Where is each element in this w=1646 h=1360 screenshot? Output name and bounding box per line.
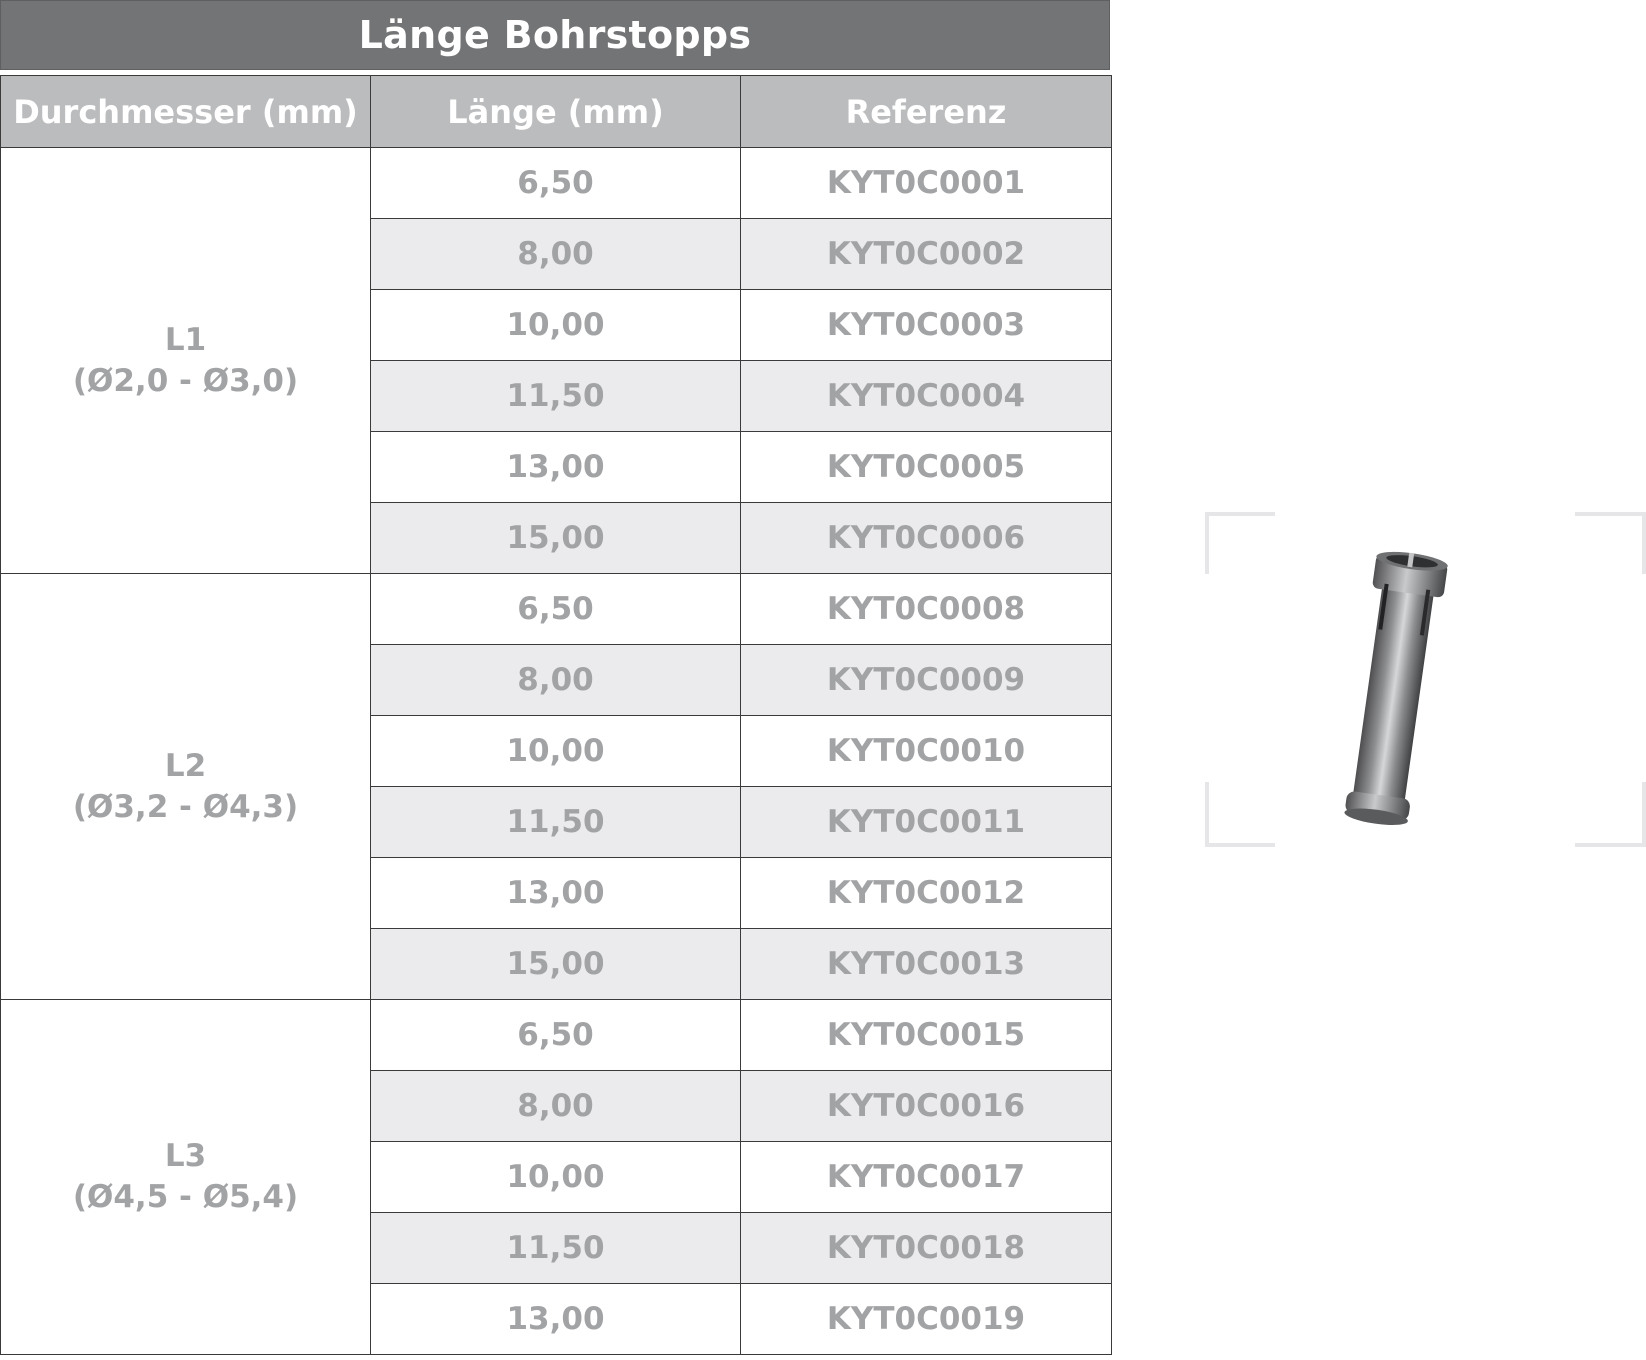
reference-cell: KYT0C0005	[741, 432, 1112, 503]
drill-stop-sleeve-image	[1205, 512, 1646, 848]
table-row	[1, 574, 1112, 645]
diameter-group-cell	[1, 1000, 371, 1355]
reference-cell: KYT0C0017	[741, 1142, 1112, 1213]
diameter-group-range: (Ø4,5 - Ø5,4)	[72, 1179, 299, 1215]
header-reference: Referenz	[741, 76, 1112, 148]
diameter-group-range: (Ø2,0 - Ø3,0)	[72, 362, 299, 399]
reference-cell: KYT0C0001	[741, 148, 1112, 219]
sleeve-body	[1340, 548, 1449, 828]
table-header-row	[1, 76, 1112, 148]
length-cell: 10,00	[371, 716, 741, 787]
table-row	[1, 1000, 1112, 1071]
reference-cell: KYT0C0011	[741, 787, 1112, 858]
header-diameter: Durchmesser (mm)	[1, 76, 371, 148]
reference-cell: KYT0C0004	[741, 361, 1112, 432]
length-cell: 6,50	[371, 1000, 741, 1071]
length-cell: 15,00	[371, 929, 741, 1000]
length-cell: 10,00	[371, 290, 741, 361]
reference-cell: KYT0C0009	[741, 645, 1112, 716]
diameter-group-cell	[1, 574, 371, 1000]
reference-cell: KYT0C0015	[741, 1000, 1112, 1071]
length-cell: 13,00	[371, 1284, 741, 1355]
reference-cell: KYT0C0019	[741, 1284, 1112, 1355]
drill-stop-length-table	[0, 75, 1112, 1355]
reference-cell: KYT0C0018	[741, 1213, 1112, 1284]
length-cell: 10,00	[371, 1142, 741, 1213]
table-title: Länge Bohrstopps	[358, 13, 752, 57]
reference-cell: KYT0C0008	[741, 574, 1112, 645]
diameter-group-name: L2	[164, 747, 207, 784]
reference-cell: KYT0C0012	[741, 858, 1112, 929]
reference-cell: KYT0C0006	[741, 503, 1112, 574]
product-image	[1205, 512, 1646, 848]
reference-cell: KYT0C0013	[741, 929, 1112, 1000]
length-cell: 13,00	[371, 432, 741, 503]
reference-cell: KYT0C0002	[741, 219, 1112, 290]
diameter-group-range: (Ø3,2 - Ø4,3)	[72, 788, 299, 825]
length-cell: 6,50	[371, 574, 741, 645]
reference-cell: KYT0C0016	[741, 1071, 1112, 1142]
length-cell: 13,00	[371, 858, 741, 929]
reference-cell: KYT0C0003	[741, 290, 1112, 361]
header-length: Länge (mm)	[371, 76, 741, 148]
length-cell: 11,50	[371, 361, 741, 432]
table-title-bar	[0, 0, 1110, 70]
diameter-group-name: L1	[164, 321, 207, 358]
length-cell: 11,50	[371, 1213, 741, 1284]
length-cell: 8,00	[371, 645, 741, 716]
diameter-group-cell	[1, 148, 371, 574]
length-cell: 8,00	[371, 219, 741, 290]
reference-cell: KYT0C0010	[741, 716, 1112, 787]
length-cell: 11,50	[371, 787, 741, 858]
table-row	[1, 148, 1112, 219]
diameter-group-name: L3	[164, 1138, 207, 1174]
length-cell: 6,50	[371, 148, 741, 219]
length-cell: 15,00	[371, 503, 741, 574]
length-cell: 8,00	[371, 1071, 741, 1142]
